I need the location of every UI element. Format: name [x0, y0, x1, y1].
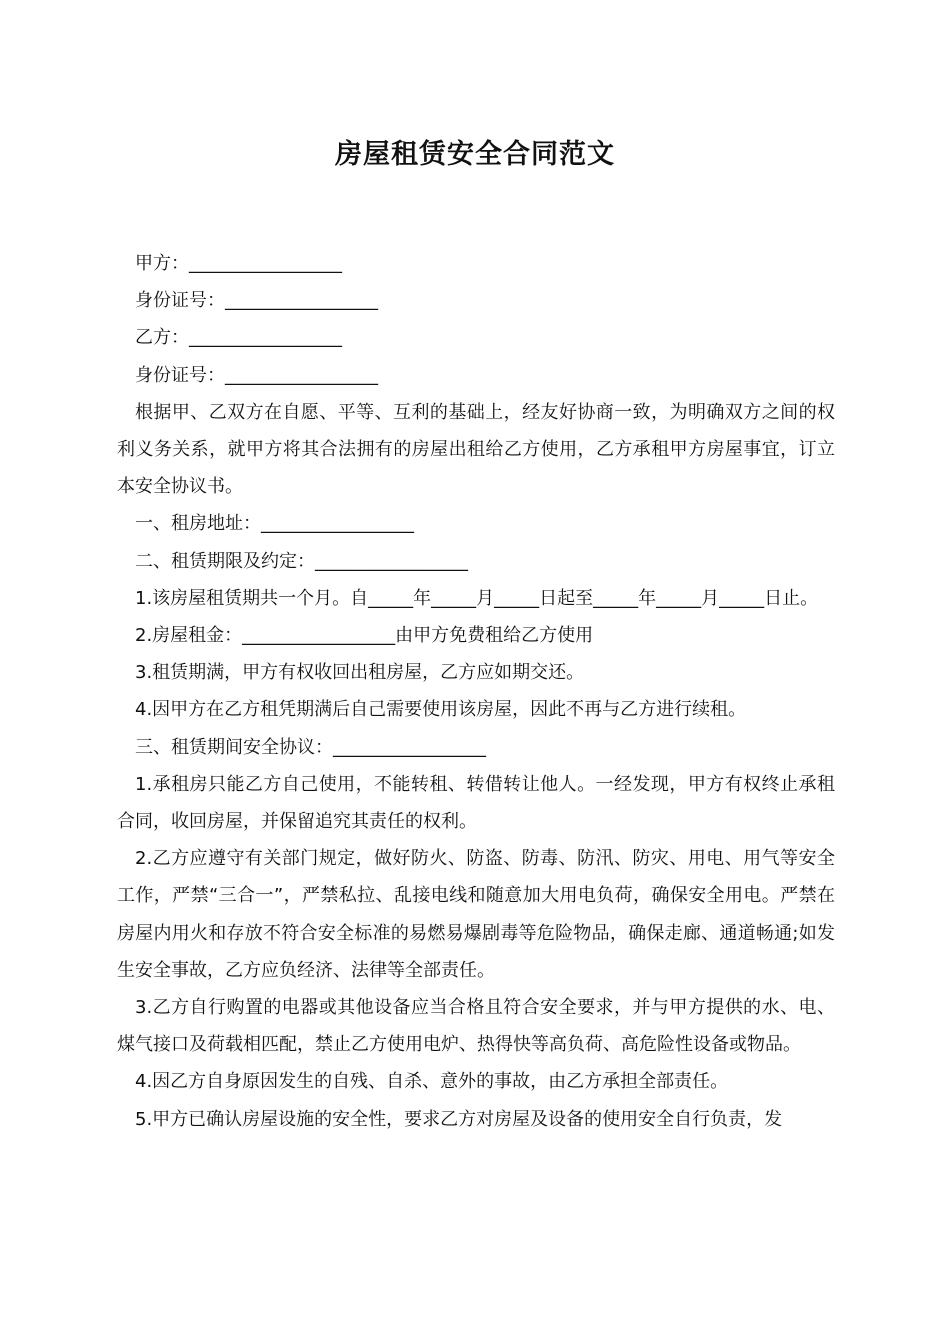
section-1-address: 一、租房地址：_________________ — [135, 513, 414, 535]
safety-clause-2: 2.乙方应遵守有关部门规定，做好防火、防盗、防毒、防汛、防灾、用电、用气等安全工作，严禁“三合一”，严禁私拉、乱接电线和随意加大用电负荷，确保安全用电。严禁在房屋内用火和存放不符合安全标准的易燃易爆剧毒等危险物品，确保走廊、通道畅通;如发生安全事故，乙方应负经济、法律等全部责任。 — [117, 848, 835, 981]
safety-clause-4: 4.因乙方自身原因发生的自残、自杀、意外的事故，由乙方承担全部责任。 — [135, 1071, 729, 1093]
term-clause-2: 2.房屋租金：_________________由甲方免费租给乙方使用 — [135, 625, 594, 647]
document-title: 房屋租赁安全合同范文 — [335, 139, 615, 170]
term-clause-1: 1.该房屋租赁期共一个月。自_____年_____月_____日起至_____年_____月_____日止。 — [135, 587, 819, 609]
safety-clause-1: 1.承租房只能乙方自己使用，不能转租、转借转让他人。一经发现，甲方有权终止承租合同，收回房屋，并保留追究其责任的权利。 — [117, 773, 835, 833]
term-clause-3: 3.租赁期满，甲方有权收回出租房屋，乙方应如期交还。 — [135, 662, 585, 684]
section-3-safety: 三、租赁期间安全协议：_________________ — [135, 736, 486, 758]
party-a-line: 甲方：_________________ — [135, 253, 342, 274]
document-body — [117, 245, 835, 1138]
preamble-paragraph: 根据甲、乙双方在自愿、平等、互利的基础上，经友好协商一致，为明确双方之间的权利义务关系，就甲方将其合法拥有的房屋出租给乙方使用，乙方承租甲方房屋事宜，订立本安全协议书。 — [117, 401, 835, 498]
term-clause-4: 4.因甲方在乙方租凭期满后自己需要使用该房屋，因此不再与乙方进行续租。 — [135, 699, 747, 721]
safety-clause-5: 5.甲方已确认房屋设施的安全性，要求乙方对房屋及设备的使用安全自行负责，发 — [135, 1108, 783, 1130]
party-a-id-line: 身份证号：_________________ — [135, 290, 378, 312]
section-2-term: 二、租赁期限及约定：_________________ — [135, 550, 468, 572]
party-b-line: 乙方：_________________ — [135, 327, 342, 349]
party-b-id-line: 身份证号：_________________ — [135, 364, 378, 386]
safety-clause-3: 3.乙方自行购置的电器或其他设备应当合格且符合安全要求，并与甲方提供的水、电、煤气接口及荷载相匹配，禁止乙方使用电炉、热得快等高负荷、高危险性设备或物品。 — [117, 997, 835, 1056]
